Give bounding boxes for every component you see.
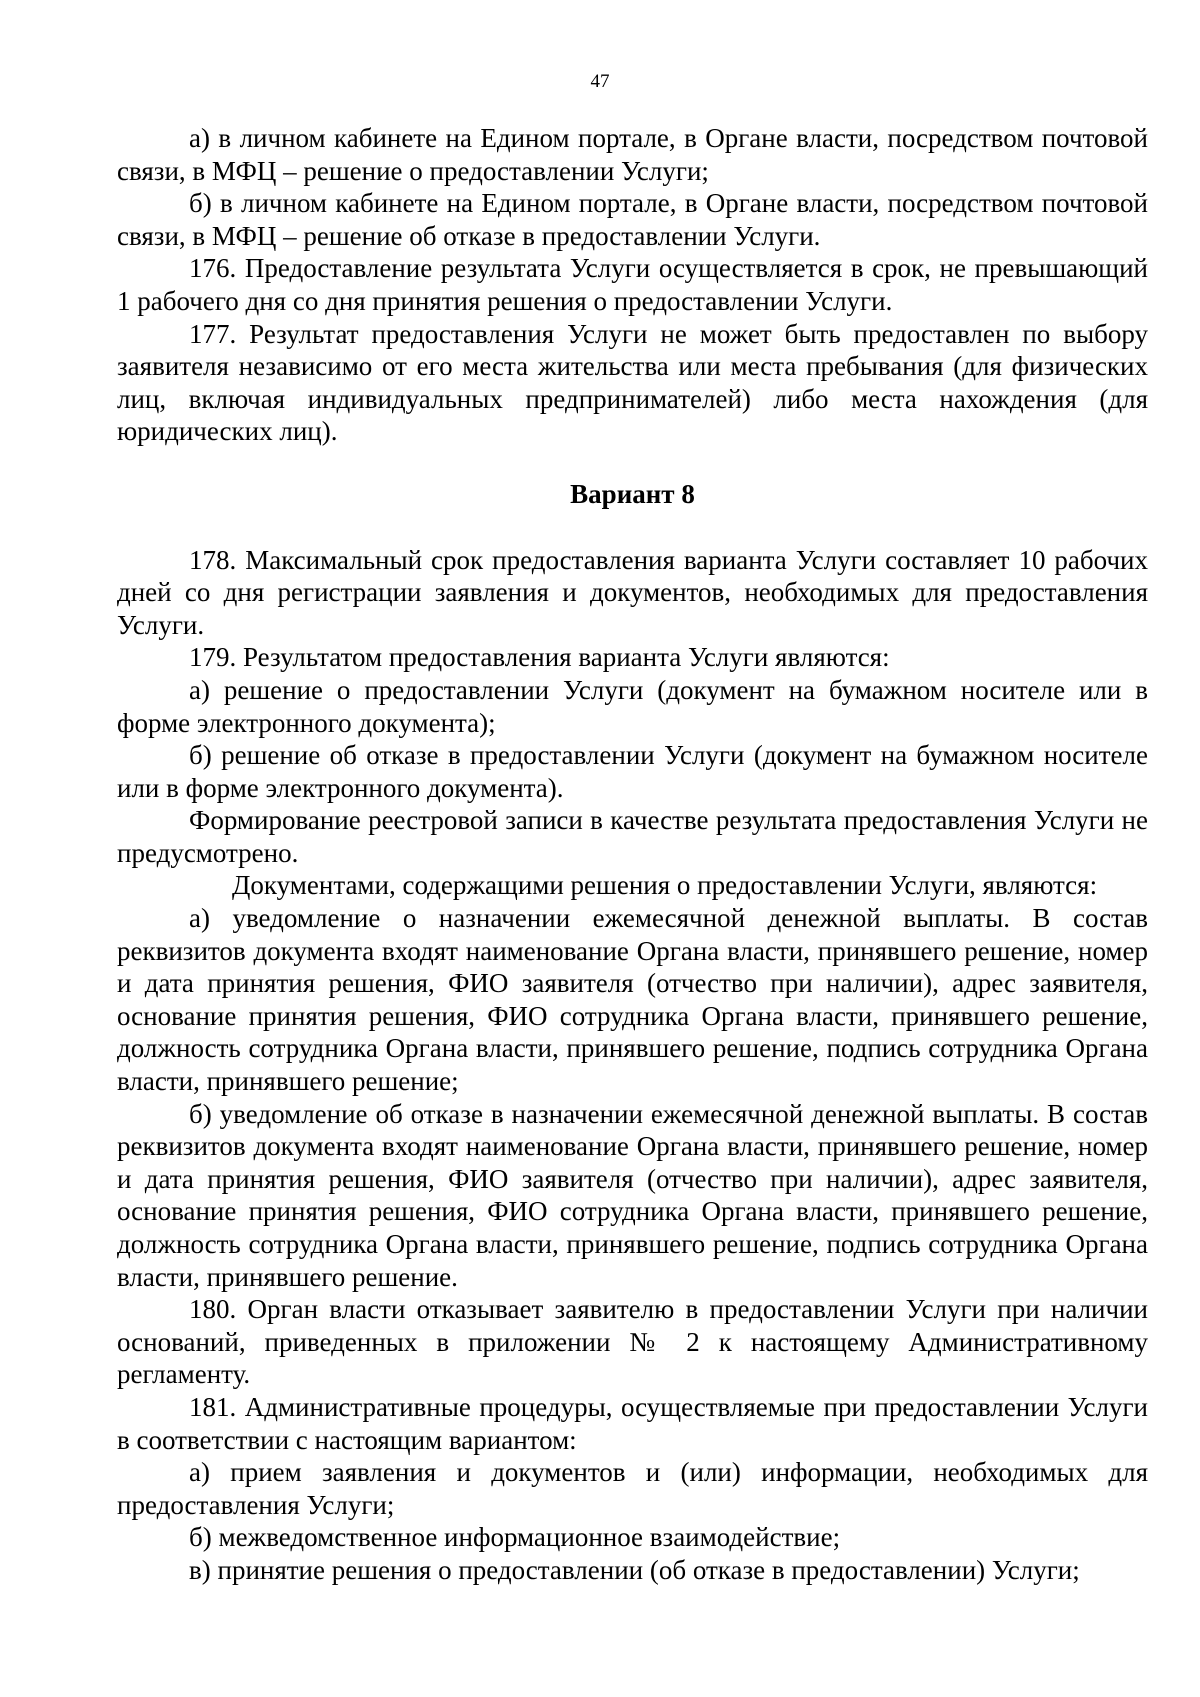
paragraph-181: 181. Административные процедуры, осуществляемые при предоставлении Услуги в соответствии с настоящим вариантом:: [117, 1391, 1148, 1455]
paragraph-178: 178. Максимальный срок предоставления варианта Услуги составляет 10 рабочих дней со дня регистрации заявления и документов, необходимых для предоставления Услуги.: [117, 544, 1148, 640]
paragraph-notice-refused: б) уведомление об отказе в назначении ежемесячной денежной выплаты. В состав реквизитов документа входят наименование Органа власти, принявшего решение, номер и дата принятия решения, ФИО заявителя (отчество при наличии), адрес заявителя, основание принятия решения, ФИО сотрудника Органа власти, принявшего решение, должность сотрудника Органа власти, принявшего решение, подпись сотрудника Органа власти, принявшего решение.: [117, 1098, 1148, 1292]
paragraph-179-b: б) решение об отказе в предоставлении Услуги (документ на бумажном носителе или в форме электронного документа).: [117, 740, 1148, 803]
document-body: [117, 122, 1148, 1587]
paragraph-180: 180. Орган власти отказывает заявителю в предоставлении Услуги при наличии оснований, приведенных в приложении № 2 к настоящему Административному регламенту.: [117, 1294, 1148, 1390]
paragraph-a-personal-account-decision-granted: а) в личном кабинете на Едином портале, в Органе власти, посредством почтовой связи, в МФЦ – решение о предоставлении Услуги;: [117, 123, 1148, 186]
paragraph-181-c: в) принятие решения о предоставлении (об отказе в предоставлении) Услуги;: [189, 1554, 1080, 1585]
paragraph-b-personal-account-decision-refused: б) в личном кабинете на Едином портале, в Органе власти, посредством почтовой связи, в МФЦ – решение об отказе в предоставлении Услуги.: [117, 188, 1148, 251]
section-heading-variant-8: Вариант 8: [570, 478, 695, 509]
paragraph-notice-granted: а) уведомление о назначении ежемесячной денежной выплаты. В состав реквизитов документа входят наименование Органа власти, принявшего решение, номер и дата принятия решения, ФИО заявителя (отчество при наличии), адрес заявителя, основание принятия решения, ФИО сотрудника Органа власти, принявшего решение, должность сотрудника Органа власти, принявшего решение, подпись сотрудника Органа власти, принявшего решение;: [117, 903, 1148, 1097]
paragraph-179: 179. Результатом предоставления варианта Услуги являются:: [189, 642, 890, 673]
paragraph-181-b: б) межведомственное информационное взаимодействие;: [189, 1522, 841, 1553]
paragraph-179-a: а) решение о предоставлении Услуги (документ на бумажном носителе или в форме электронного документа);: [117, 674, 1148, 738]
paragraph-registry-record: Формирование реестровой записи в качестве результата предоставления Услуги не предусмотрено.: [117, 805, 1148, 868]
paragraph-decision-documents: Документами, содержащими решения о предоставлении Услуги, являются:: [232, 870, 1098, 901]
paragraph-177: 177. Результат предоставления Услуги не может быть предоставлен по выбору заявителя независимо от его места жительства или места пребывания (для физических лиц, включая индивидуальных предпринимателей) либо места нахождения (для юридических лиц).: [117, 318, 1148, 447]
paragraph-176: 176. Предоставление результата Услуги осуществляется в срок, не превышающий 1 рабочего дня со дня принятия решения о предоставлении Услуги.: [117, 253, 1148, 316]
page-number: 47: [590, 71, 610, 92]
paragraph-181-a: а) прием заявления и документов и (или) информации, необходимых для предоставления Услуги;: [117, 1457, 1148, 1520]
